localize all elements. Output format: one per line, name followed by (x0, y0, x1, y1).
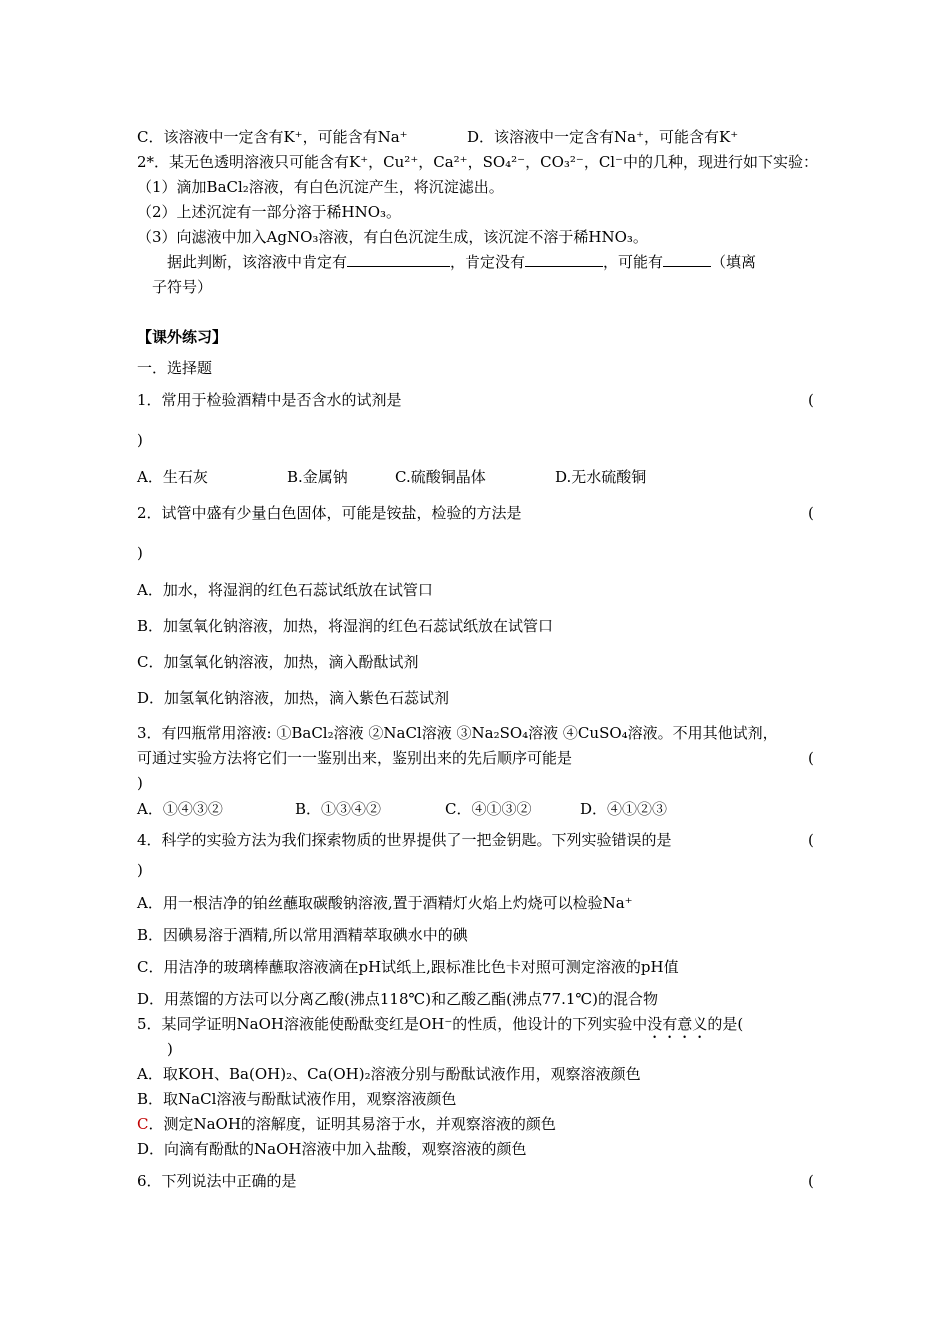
q4-stem: 4．科学的实验方法为我们探索物质的世界提供了一把金钥匙。下列实验错误的是 (137, 831, 672, 849)
answer-blank-possible[interactable] (663, 252, 711, 267)
q4-paren-open: ( (808, 831, 814, 849)
q1-paren-close: ) (137, 431, 143, 449)
q4-option-a: A．用一根洁净的铂丝蘸取碳酸钠溶液,置于酒精灯火焰上灼烧可以检验Na⁺ (137, 894, 633, 912)
q2-stem: 2*．某无色透明溶液只可能含有K⁺，Cu²⁺，Ca²⁺，SO₄²⁻，CO₃²⁻，Cl⁻中的几种，现进行如下实验： (137, 153, 819, 171)
q2b-option-d: D．加氢氧化钠溶液，加热，滴入紫色石蕊试剂 (137, 689, 450, 707)
q2-step-1: （1）滴加BaCl₂溶液，有白色沉淀产生，将沉淀滤出。 (137, 178, 504, 196)
q5-option-b: B．取NaCl溶液与酚酞试液作用，观察溶液颜色 (137, 1090, 457, 1108)
q5-option-c-letter: C (137, 1115, 149, 1133)
q2b-option-a: A．加水，将湿润的红色石蕊试纸放在试管口 (137, 581, 433, 599)
q2-step-3: （3）向滤液中加入AgNO₃溶液，有白色沉淀生成，该沉淀不溶于稀HNO₃。 (137, 228, 648, 246)
q2b-option-c: C．加氢氧化钠溶液，加热，滴入酚酞试剂 (137, 653, 419, 671)
q5-option-d: D．向滴有酚酞的NaOH溶液中加入盐酸，观察溶液的颜色 (137, 1140, 527, 1158)
q3-stem-line-2: 可通过实验方法将它们一一鉴别出来，鉴别出来的先后顺序可能是 (137, 749, 573, 767)
q1-stem: 1．常用于检验酒精中是否含水的试剂是 (137, 391, 402, 409)
q5-option-c (137, 1114, 556, 1134)
q2b-paren-close: ) (137, 544, 143, 562)
q6-paren-open: ( (808, 1172, 814, 1190)
section-title: 【课外练习】 (137, 328, 228, 346)
prev-option-c: C．该溶液中一定含有K⁺，可能含有Na⁺ (137, 128, 408, 146)
q2-judgement (167, 252, 756, 272)
q4-option-c: C．用洁净的玻璃棒蘸取溶液滴在pH试纸上,跟标准比色卡对照可测定溶液的pH值 (137, 958, 679, 976)
q2-step-2: （2）上述沉淀有一部分溶于稀HNO₃。 (137, 203, 402, 221)
q5-emphasis: 没有意义 (647, 1015, 708, 1033)
q1-option-a: A．生石灰 (137, 468, 208, 486)
q3-stem-line-1: 3．有四瓶常用溶液: ①BaCl₂溶液 ②NaCl溶液 ③Na₂SO₄溶液 ④CuSO₄溶液。不用其他试剂， (137, 724, 778, 742)
q5-stem (137, 1014, 743, 1042)
part-title: 一．选择题 (137, 359, 213, 377)
q3-option-c: C．④①③② (445, 800, 532, 818)
q5-stem-tail: 的是( (707, 1015, 744, 1033)
q5-stem-text: 5．某同学证明NaOH溶液能使酚酞变红是OH⁻的性质，他设计的下列实验中 (137, 1015, 648, 1033)
q4-paren-close: ) (137, 861, 143, 879)
prev-option-d: D．该溶液中一定含有Na⁺，可能含有K⁺ (467, 128, 739, 146)
q2b-option-b: B．加氢氧化钠溶液，加热，将湿润的红色石蕊试纸放在试管口 (137, 617, 554, 635)
judgement-text-2: ，肯定没有 (450, 253, 526, 271)
q1-option-b: B.金属钠 (287, 468, 348, 486)
q2b-paren-open: ( (808, 504, 814, 522)
answer-blank-absent[interactable] (525, 252, 603, 267)
q3-paren-close: ) (137, 774, 143, 792)
judgement-text-1: 据此判断，该溶液中肯定有 (167, 253, 348, 271)
q1-option-d: D.无水硫酸铜 (555, 468, 647, 486)
q2b-stem: 2．试管中盛有少量白色固体，可能是铵盐，检验的方法是 (137, 504, 522, 522)
q3-option-a: A．①④③② (137, 800, 223, 818)
q5-option-a: A．取KOH、Ba(OH)₂、Ca(OH)₂溶液分别与酚酞试液作用，观察溶液颜色 (137, 1065, 641, 1083)
q5-option-c-text: ．测定NaOH的溶解度，证明其易溶于水，并观察溶液的颜色 (148, 1115, 556, 1133)
q2-judgement-cont: 子符号） (152, 278, 213, 296)
q1-option-c: C.硫酸铜晶体 (395, 468, 486, 486)
judgement-text-4: （填离 (711, 253, 757, 271)
q3-option-b: B．①③④② (295, 800, 382, 818)
q3-paren-open: ( (808, 749, 814, 767)
answer-blank-definite[interactable] (347, 252, 450, 267)
q5-paren-close: ) (167, 1040, 173, 1058)
judgement-text-3: ，可能有 (603, 253, 664, 271)
q3-option-d: D．④①②③ (580, 800, 668, 818)
q1-paren-open: ( (808, 391, 814, 409)
q4-option-b: B．因碘易溶于酒精,所以常用酒精萃取碘水中的碘 (137, 926, 468, 944)
q6-stem: 6．下列说法中正确的是 (137, 1172, 297, 1190)
q4-option-d: D．用蒸馏的方法可以分离乙酸(沸点118℃)和乙酸乙酯(沸点77.1℃)的混合物 (137, 990, 659, 1008)
